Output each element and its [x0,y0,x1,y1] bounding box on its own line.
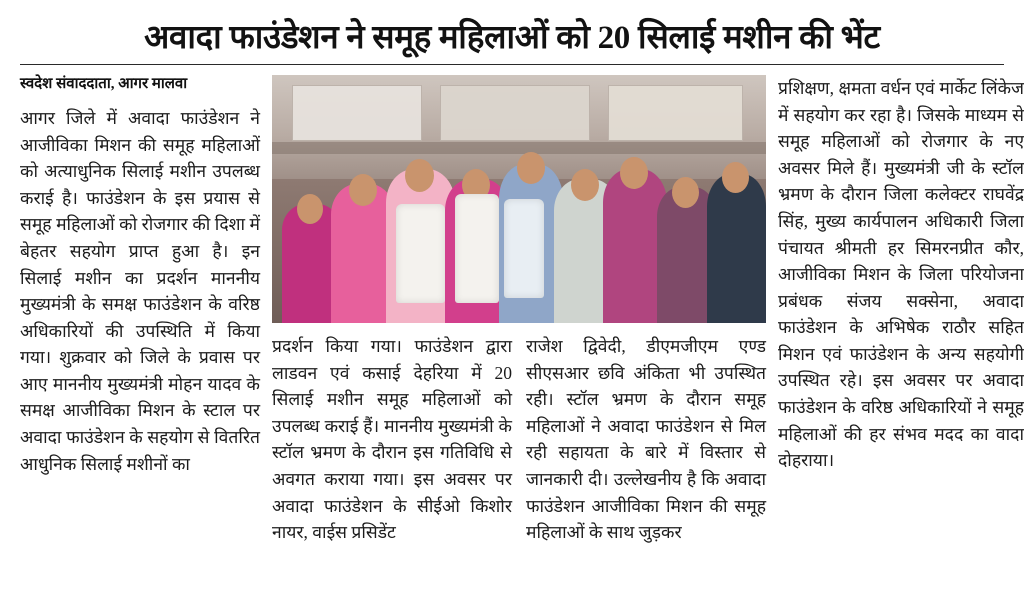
divider [20,64,1004,65]
photo-backdrop-banner [608,85,743,142]
photo-garment [455,194,499,303]
photo-garment [504,199,544,298]
column-left [20,75,260,567]
paragraph-left: आगर जिले में अवादा फाउंडेशन ने आजीविका मिशन की समूह महिलाओं को अत्याधुनिक सिलाई मशीन उपलब्ध कराई है। फाउंडेशन के इस प्रयास से समूह महिलाओं को रोजगार की दिशा में बेहतर सहयोग प्राप्त हुआ है। इन सिलाई मशीन का प्रदर्शन माननीय मुख्यमंत्री के समक्ष फाउंडेशन के वरिष्ठ अधिकारियों की उपस्थिति में किया गया। शुक्रवार को जिले के प्रवास पर आए माननीय मुख्यमंत्री मोहन यादव के समक्ष आजीविका मिशन के स्टाल पर अवादा फाउंडेशन के सहयोग से वितरित आधुनिक सिलाई मशीनों का [20,107,260,474]
photo-backdrop-banner [292,85,422,142]
photo-garment [396,204,445,303]
photo-person [707,174,766,323]
photo-person-head [349,174,377,206]
page-title: अवादा फाउंडेशन ने समूह महिलाओं को 20 सिलाई मशीन की भेंट [144,20,880,56]
photo-backdrop-banner [440,85,590,142]
paragraph-middle-left: प्रदर्शन किया गया। फाउंडेशन द्वारा लाडवन एवं कसाई देहरिया में 20 सिलाई मशीन समूह महिलाओं को उपलब्ध कराई हैं। माननीय मुख्यमंत्री के स्टॉल भ्रमण के दौरान इस गतिविधि से अवगत कराया गया। इस अवसर पर अवादा फाउंडेशन के सीईओ किशोर नायर, वाईस प्रसिडेंट [272,335,512,543]
column-right [778,75,1024,567]
article-columns [20,75,1024,567]
photo-person-head [297,194,323,224]
paragraph-right: प्रशिक्षण, क्षमता वर्धन एवं मार्केट लिंकेज में सहयोग कर रहा है। जिसके माध्यम से समूह महिलाओं को रोजगार के नए अवसर मिले हैं। मुख्यमंत्री जी के स्टॉल भ्रमण के दौरान जिला कलेक्टर राघवेंद्र सिंह, मुख्य कार्यपालन अधिकारी जिला पंचायत श्रीमती हर सिमरनप्रीत कौर, आजीविका मिशन के जिला परियोजना प्रबंधक संजय सक्सेना, अवादा फाउंडेशन के अभिषेक राठौर सहित मिशन एवं फाउंडेशन के अन्य सहयोगी उपस्थित रहे। इस अवसर पर अवादा फाउंडेशन के वरिष्ठ अधिकारियों ने समूह महिलाओं की हर संभव मदद का वादा दोहराया। [778,77,1024,471]
photo-person-head [672,177,699,208]
article-photo [272,75,766,323]
photo-wall-strip [272,142,766,154]
middle-text-columns [272,333,766,546]
photo-person-head [722,162,749,193]
paragraph-middle-right: राजेश द्विवेदी, डीएमजीएम एण्ड सीएसआर छवि अंकिता भी उपस्थित रही। स्टॉल भ्रमण के दौरान समूह महिलाओं ने अवादा फाउंडेशन से मिल रही सहायता के बारे में विस्तार से जानकारी दी। उल्लेखनीय है कि अवादा फाउंडेशन आजीविका मिशन की समूह महिलाओं के साथ जुड़कर [526,335,766,543]
column-middle [272,75,766,567]
photo-person-head [517,152,545,184]
photo-illustration [272,75,766,323]
photo-person-head [620,157,648,189]
photo-person-head [571,169,599,201]
byline: स्वदेश संवाददाता, आगर मालवा [20,75,188,92]
